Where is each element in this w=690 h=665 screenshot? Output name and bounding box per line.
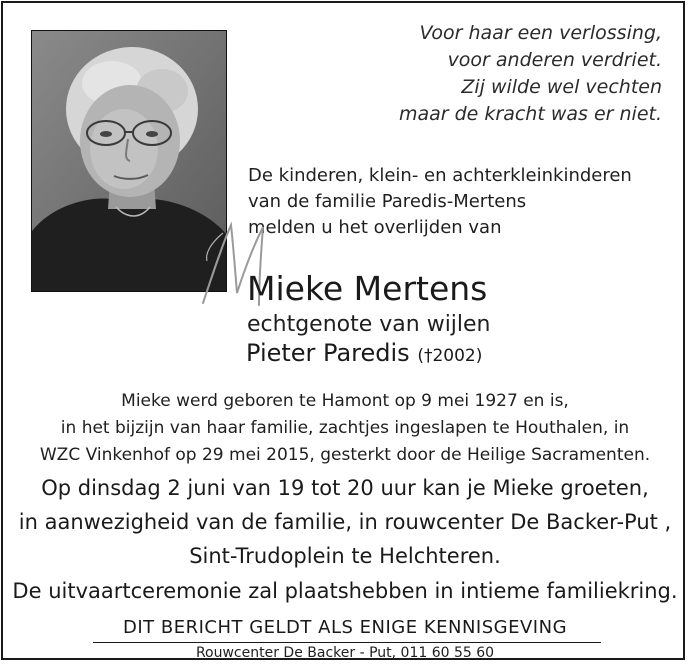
family-announcement bbox=[248, 163, 632, 241]
poem-line: Voor haar een verlossing, bbox=[419, 22, 662, 44]
spouse-name: Pieter Paredis bbox=[246, 339, 410, 367]
poem-line: voor anderen verdriet. bbox=[447, 49, 662, 71]
announcement-line: van de familie Paredis-Mertens bbox=[248, 191, 527, 212]
viewing-line: Sint-Trudoplein te Helchteren. bbox=[189, 544, 501, 568]
announcement-line: De kinderen, klein- en achterkleinkinderen bbox=[248, 165, 632, 186]
viewing-line: in aanwezigheid van de familie, in rouwcenter De Backer-Put , bbox=[18, 510, 672, 534]
viewing-info bbox=[3, 471, 687, 573]
spouse-block bbox=[246, 338, 482, 371]
bio-line: in het bijzijn van haar familie, zachtjes ingeslapen te Houthalen, in bbox=[60, 418, 630, 438]
spouse-intro: echtgenote van wijlen bbox=[247, 312, 491, 337]
announcement-line: melden u het overlijden van bbox=[248, 217, 502, 238]
memorial-poem bbox=[399, 20, 662, 128]
obituary-card bbox=[1, 1, 685, 660]
portrait-photo bbox=[31, 30, 227, 292]
spouse-death-year: (†2002) bbox=[417, 346, 483, 366]
viewing-line: Op dinsdag 2 juni van 19 tot 20 uur kan je Mieke groeten, bbox=[41, 476, 649, 500]
deceased-name: Mieke Mertens bbox=[247, 269, 488, 308]
poem-line: maar de kracht was er niet. bbox=[398, 103, 662, 125]
notice-line: DIT BERICHT GELDT ALS ENIGE KENNISGEVING bbox=[122, 617, 568, 638]
bio-line: Mieke werd geboren te Hamont op 9 mei 1927 en is, bbox=[121, 391, 569, 411]
funeral-home-contact: Rouwcenter De Backer - Put, 011 60 55 60 bbox=[195, 645, 495, 661]
biography bbox=[3, 388, 687, 469]
bio-line: WZC Vinkenhof op 29 mei 2015, gesterkt door de Heilige Sacramenten. bbox=[39, 445, 651, 465]
ceremony-info: De uitvaartceremonie zal plaatshebben in intieme familiekring. bbox=[12, 579, 678, 603]
poem-line: Zij wilde wel vechten bbox=[461, 76, 662, 98]
